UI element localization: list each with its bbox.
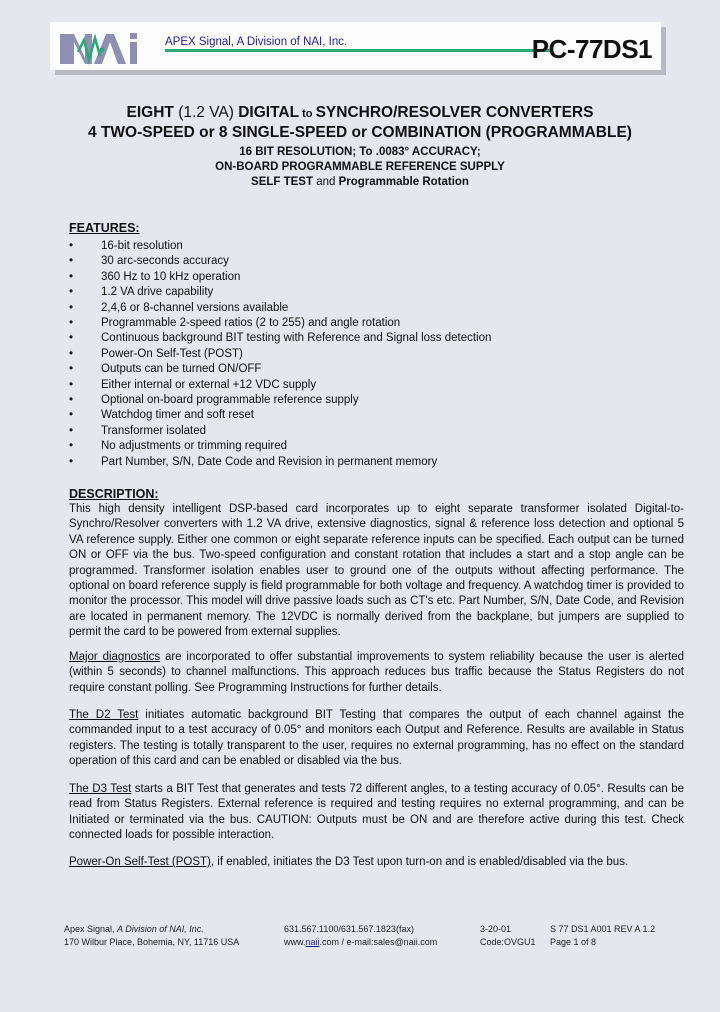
subtitle-self-test: SELF TEST and Programmable Rotation	[251, 176, 469, 188]
feature-item: • Programmable 2-speed ratios (2 to 255) and angle rotation	[69, 316, 629, 331]
feature-item: • 360 Hz to 10 kHz operation	[69, 270, 629, 285]
subtitle-resolution: 16 BIT RESOLUTION; To .0083° ACCURACY;	[239, 146, 481, 158]
title-line-2: 4 TWO-SPEED or 8 SINGLE-SPEED or COMBINATION (PROGRAMMABLE)	[88, 124, 632, 141]
d3-test-term: The D3 Test	[69, 783, 132, 795]
feature-item: • Continuous background BIT testing with Reference and Signal loss detection	[69, 331, 629, 346]
feature-item: • 16-bit resolution	[69, 239, 629, 254]
feature-item: • Part Number, S/N, Date Code and Revision in permanent memory	[69, 455, 629, 470]
feature-item: • 1.2 VA drive capability	[69, 285, 629, 300]
feature-item: • Either internal or external +12 VDC supply	[69, 378, 629, 393]
footer-cage-code: Code:OVGU1	[480, 936, 536, 947]
letterhead	[50, 22, 661, 70]
footer-page-number: Page 1 of 8	[550, 936, 597, 947]
bullet-icon: •	[69, 440, 74, 453]
feature-item: • Power-On Self-Test (POST)	[69, 347, 629, 362]
feature-item: • No adjustments or trimming required	[69, 439, 629, 454]
bullet-icon: •	[69, 286, 74, 299]
footer-phone: 631.567.1100/631.567.1823(fax)	[284, 924, 414, 934]
feature-item: • Transformer isolated	[69, 424, 629, 439]
nai-logo	[58, 28, 158, 68]
description-paragraph: This high density intelligent DSP-based card incorporates up to eight separate transformer isolated Digital-to-Synchro/Resolver converters with 1.2 VA drive, extensive diagnostics, signal & reference loss detection and optional 5 VA reference supply. Either one common or eight separate reference inputs can be specified. Each output can be turned ON or OFF via the bus. Two-speed configuration and constant rotation that includes a start and a stop angle can be programmed. Transformer isolation enables user to ground one of the outputs without affecting performance. The optional on board reference supply is field programmable for both voltage and frequency. A watchdog timer is provided to monitor the processor. This model will drive passive loads such as CT's etc. Part Number, S/N, Date Code, and Revision are located in permanent memory. The 12VDC is normally derived from the backplane, but jumpers are supplied to permit the card to be powered from external supplies.	[69, 503, 684, 639]
bullet-icon: •	[69, 240, 74, 252]
features-list	[69, 239, 629, 470]
feature-item: • 2,4,6 or 8-channel versions available	[69, 301, 629, 316]
footer-contact: 631.567.1100/631.567.1823(fax) www.naii.com / e-mail:sales@naii.com	[284, 924, 438, 947]
bullet-icon: •	[69, 317, 74, 330]
subtitle-reference: ON-BOARD PROGRAMMABLE REFERENCE SUPPLY	[215, 161, 505, 173]
footer-revision	[550, 923, 655, 948]
feature-item: • Watchdog timer and soft reset	[69, 408, 629, 423]
bullet-icon: •	[69, 378, 74, 391]
post-paragraph: Power-On Self-Test (POST), if enabled, initiates the D3 Test upon turn-on and is enabled/disabled via the bus.	[69, 856, 629, 868]
diagnostics-term: Major diagnostics	[69, 651, 161, 663]
document-code: PC-77DS1	[531, 34, 652, 64]
bullet-icon: •	[69, 347, 74, 360]
post-term: Power-On Self-Test (POST)	[69, 856, 211, 868]
bullet-icon: •	[69, 455, 74, 468]
footer-doc-rev: S 77 DS1 A001 REV A 1.2	[550, 924, 656, 934]
bullet-icon: •	[69, 394, 74, 407]
feature-item: • 30 arc-seconds accuracy	[69, 254, 629, 269]
bullet-icon: •	[69, 363, 74, 376]
description-heading: DESCRIPTION:	[69, 487, 159, 501]
bullet-icon: •	[69, 255, 74, 268]
feature-item: • Optional on-board programmable reference supply	[69, 393, 629, 408]
footer-date	[480, 923, 536, 948]
title-line-1: EIGHT (1.2 VA) DIGITAL to SYNCHRO/RESOLVER CONVERTERS	[126, 104, 594, 121]
bullet-icon: •	[69, 409, 74, 422]
d2-test-term: The D2 Test	[69, 709, 139, 721]
header-rule	[165, 49, 550, 52]
bullet-icon: •	[69, 270, 74, 283]
company-name: APEX Signal, A Division of NAI, Inc.	[165, 36, 348, 48]
footer-company: Apex Signal, A Division of NAI, Inc. 170 Wilbur Place, Bohemia, NY, 11716 USA	[64, 924, 240, 947]
website-link[interactable]: naii	[305, 936, 320, 947]
bullet-icon: •	[69, 424, 74, 437]
bullet-icon: •	[69, 301, 74, 314]
feature-item: • Outputs can be turned ON/OFF	[69, 362, 629, 377]
d3-test-paragraph: The D3 Test starts a BIT Test that generates and tests 72 different angles, to a testing accuracy of 0.05°. Results can be read from Status Registers. External reference is required and testing requires no external programming, and can be Initiated or terminated via the bus. CAUTION: Outputs must be ON and are therefore active during this test. Check connected loads for possible interaction.	[69, 783, 684, 842]
bullet-icon: •	[69, 332, 74, 345]
diagnostics-paragraph: Major diagnostics are incorporated to offer substantial improvements to system reliability because the user is alerted (within 5 seconds) to channel malfunctions. This approach reduces bus traffic because the Status Registers do not require constant polling. See Programming Instructions for further details.	[69, 651, 684, 694]
footer-address: 170 Wilbur Place, Bohemia, NY, 11716 USA	[64, 936, 240, 947]
features-heading: FEATURES:	[69, 221, 140, 235]
footer-date-value: 3-20-01	[480, 924, 512, 934]
d2-test-paragraph: The D2 Test initiates automatic background BIT Testing that compares the output of each channel against the commanded input to a test accuracy of 0.05° and monitors each Output and Reference. Results are available in Status registers. The testing is totally transparent to the user, requires no external programming, has no effect on the standard operation of this card and can be enabled or disabled via the bus.	[69, 709, 685, 768]
